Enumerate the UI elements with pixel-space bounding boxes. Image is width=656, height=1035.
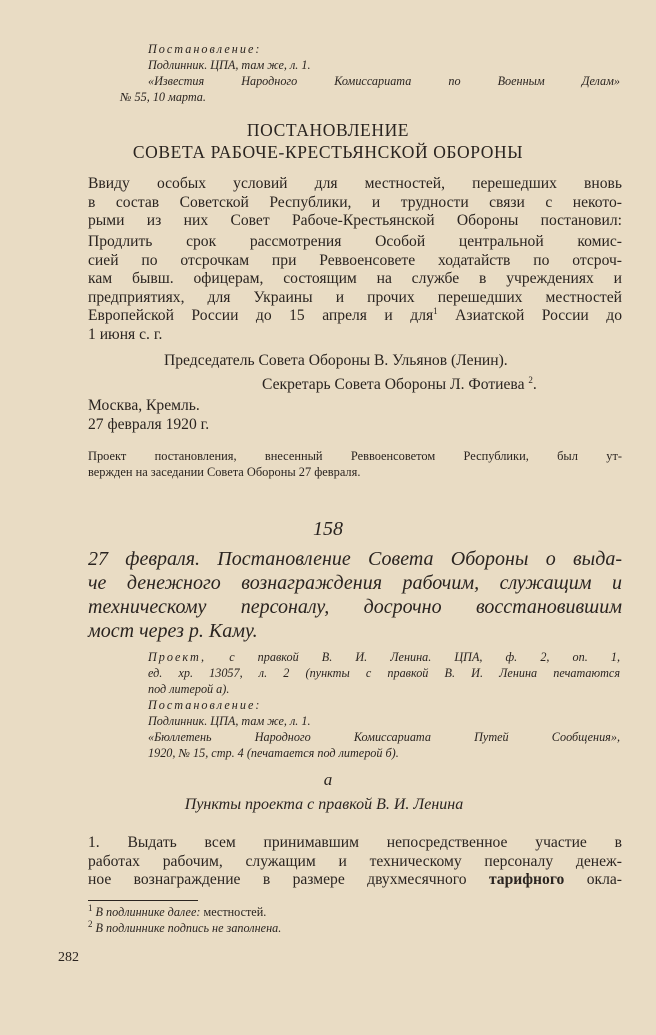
footnote-1: $^1$ В подлиннике далее: местностей. [88,902,267,919]
page-number: 282 [58,950,79,965]
footnote-ref-1: 1 [433,306,438,317]
text-line: ное вознаграждение в размере двухмесячного тарифного окла- [88,871,622,889]
title-line: техническому персоналу, досрочно восстановившим [88,596,622,618]
signature-chairman: Председатель Совета Обороны В. Ульянов (Ленин). [164,352,508,369]
source-line: Подлинник. ЦПА, там же, л. 1. [148,58,311,72]
note-line: вержден на заседании Совета Обороны 27 февраля. [88,465,361,479]
document-title [88,547,622,643]
text-line: в состав Советской Республики, и трудности связи с некото- [88,193,622,211]
source-label: Постановление: [148,42,262,56]
note-line: Проект постановления, внесенный Реввоенсоветом Республики, был ут- [88,449,622,463]
editorial-note [88,448,622,480]
source-line: «Известия Народного Комиссариата по Военным Делам» [148,74,620,88]
footnote-ref-2: 2 [528,374,533,385]
decree-paragraph-2 [88,233,622,345]
text-line: Продлить срок рассмотрения Особой центральной комис- [88,233,622,250]
title-line: че денежного вознаграждения рабочим, служащим и [88,572,622,594]
source-line: «Бюллетень Народного Комиссариата Путей Сообщения», [148,730,620,744]
source-line: под литерой а). [148,682,230,696]
text-line: кам бывш. офицерам, состоящим на службе в учреждениях и [88,270,622,288]
document-number: 158 [313,518,343,540]
text-line: Европейской России до 15 апреля и для$^1$ Азиатской России до [88,306,622,325]
footnote-2: $^2$ В подлиннике подпись не заполнена. [88,918,282,935]
source-block-top [120,41,620,105]
decree-title-line1: ПОСТАНОВЛЕНИЕ [246,120,410,140]
source-line: Подлинник. ЦПА, там же, л. 1. [148,714,311,728]
source-block-158 [148,649,620,761]
text-line: 1 июня с. г. [88,325,163,343]
signature-secretary: Секретарь Совета Обороны Л. Фотиева $^2$. [262,374,537,393]
decree-paragraph-1 [88,175,622,231]
source-line: Проект, с правкой В. И. Ленина. ЦПА, ф. 2, оп. 1, [148,650,621,664]
text-line: работах рабочим, служащим и техническому персоналу денеж- [88,852,622,870]
point-1 [88,834,622,890]
title-line: 27 февраля. Постановление Совета Обороны о выда- [88,548,622,570]
decree-date: 27 февраля 1920 г. [88,416,210,433]
text-line: рыми из них Совет Рабоче-Крестьянской Обороны постановил: [88,212,622,230]
source-label: Постановление: [148,698,262,712]
decree-title-line2: СОВЕТА РАБОЧЕ-КРЕСТЬЯНСКОЙ ОБОРОНЫ [132,142,524,162]
text-line: сией по отсрочкам при Реввоенсовете ходатайств по отсроч- [88,251,622,269]
text-line: Ввиду особых условий для местностей, перешедших вновь [88,175,622,192]
source-line: № 55, 10 марта. [120,90,206,104]
text-line: предприятиях, для Украины и прочих перешедших местностей [88,288,622,306]
source-line: 1920, № 15, стр. 4 (печатается под литерой б). [148,746,399,760]
source-line: ед. хр. 13057, л. 2 (пункты с правкой В. И. Ленина печатаются [148,666,620,680]
decree-place: Москва, Кремль. [88,397,200,414]
section-letter: а [323,770,333,789]
title-line: мост через р. Каму. [88,620,258,642]
footnote-rule [88,900,198,901]
section-title: Пункты проекта с правкой В. И. Ленина [184,796,464,813]
text-line: 1. Выдать всем принимавшим непосредственное участие в [88,834,622,851]
